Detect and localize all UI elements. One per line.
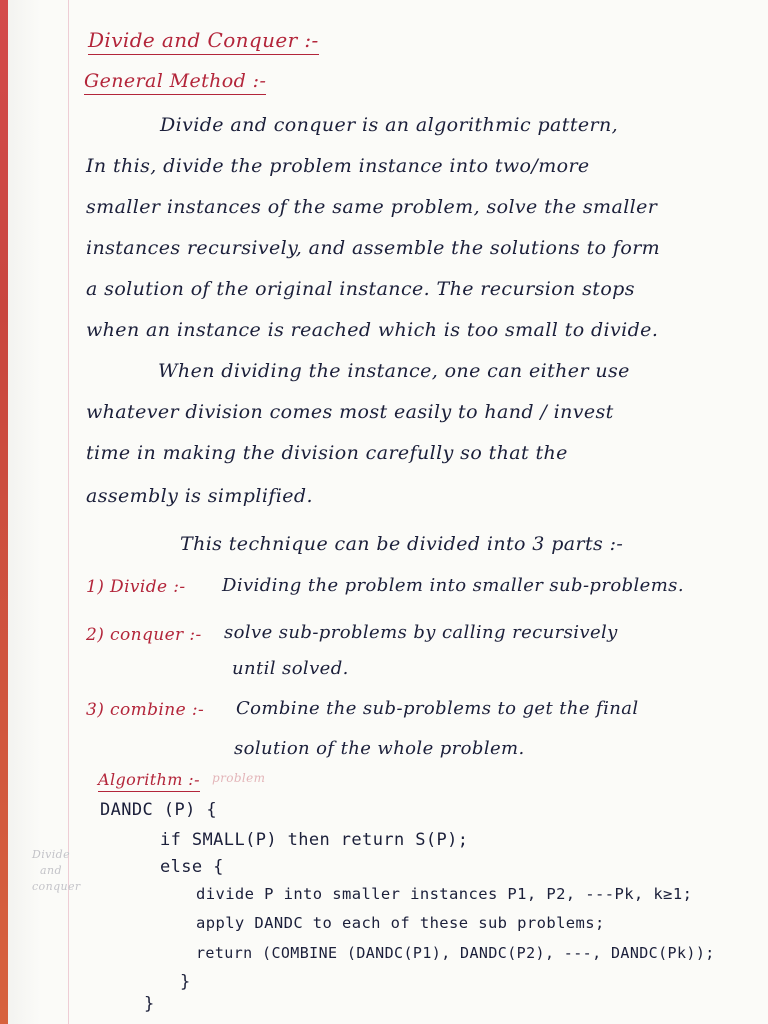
code-line-6: return (COMBINE (DANDC(P1), DANDC(P2), ---, DANDC(Pk)); — [196, 944, 715, 962]
page-red-edge — [0, 0, 8, 1024]
para1-line-4: instances recursively, and assemble the solutions to form — [86, 237, 661, 259]
algorithm-label: Algorithm :- — [98, 770, 200, 792]
para1-line-2: In this, divide the problem instance into two/more — [86, 155, 590, 177]
code-line-2: if SMALL(P) then return S(P); — [160, 830, 469, 850]
step-divide-label: 1) Divide :- — [86, 577, 186, 597]
code-line-8: } — [144, 994, 155, 1014]
para2-line-3: time in making the division carefully so that the — [86, 442, 568, 464]
para1-line-1: Divide and conquer is an algorithmic pattern, — [160, 114, 619, 136]
margin-note-1: Divide — [32, 848, 71, 861]
para2-line-1: When dividing the instance, one can either use — [158, 360, 630, 382]
para1-line-6: when an instance is reached which is too small to divide. — [86, 319, 659, 341]
section-subheading: General Method :- — [84, 70, 266, 95]
step-conquer-text-1: solve sub-problems by calling recursively — [224, 622, 618, 643]
step-combine-text-1: Combine the sub-problems to get the final — [236, 698, 639, 719]
step-combine-label: 3) combine :- — [86, 700, 205, 720]
step-conquer-label: 2) conquer :- — [86, 625, 202, 645]
para2-line-2: whatever division comes most easily to hand / invest — [86, 401, 614, 423]
para1-line-3: smaller instances of the same problem, solve the smaller — [86, 196, 658, 218]
para2-line-4: assembly is simplified. — [86, 485, 313, 507]
margin-note-3: conquer — [32, 880, 81, 893]
step-divide-text: Dividing the problem into smaller sub-problems. — [222, 575, 684, 596]
code-line-3: else { — [160, 857, 224, 877]
para1-line-5: a solution of the original instance. The recursion stops — [86, 278, 635, 300]
algorithm-faint-note: problem — [212, 771, 266, 785]
margin-note-2: and — [40, 864, 62, 877]
margin-line — [68, 0, 69, 1024]
code-line-7: } — [180, 972, 191, 992]
code-line-1: DANDC (P) { — [100, 800, 217, 820]
step-conquer-text-2: until solved. — [232, 658, 349, 679]
page-heading: Divide and Conquer :- — [88, 28, 319, 55]
parts-intro: This technique can be divided into 3 parts :- — [180, 533, 624, 555]
code-line-5: apply DANDC to each of these sub problems; — [196, 914, 605, 932]
code-line-4: divide P into smaller instances P1, P2, ---Pk, k≥1; — [196, 885, 693, 903]
step-combine-text-2: solution of the whole problem. — [234, 738, 525, 759]
